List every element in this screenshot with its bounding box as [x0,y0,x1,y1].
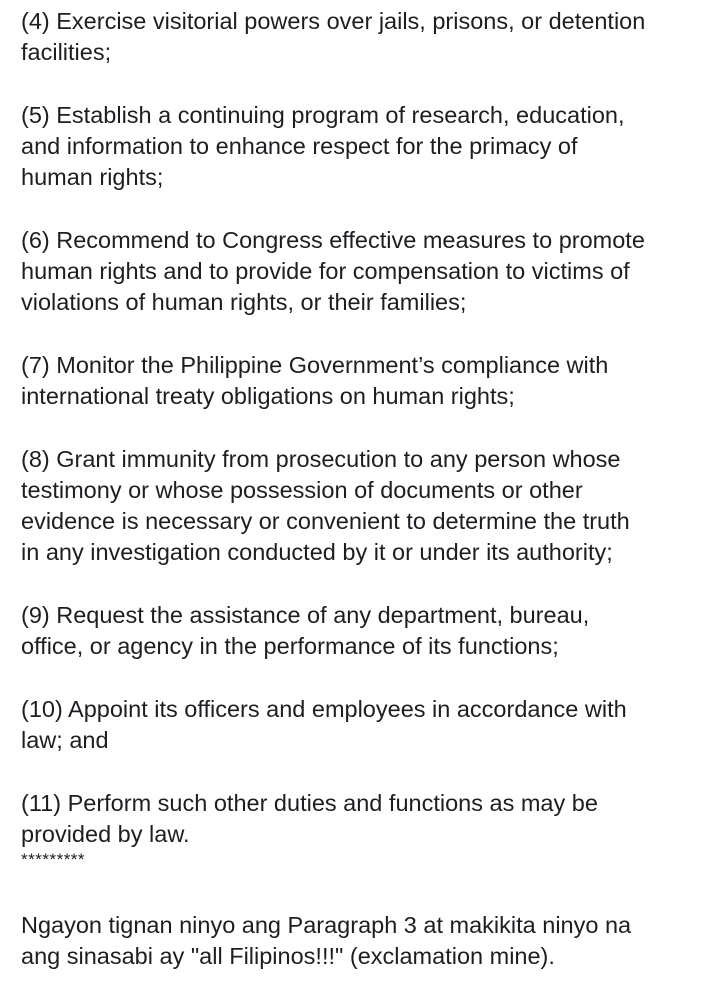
text-line: and information to enhance respect for the primacy of [21,133,578,159]
text-line: law; and [21,727,109,753]
item-5-paragraph [21,100,711,193]
asterisk-separator: ********* [21,850,86,869]
text-line: (5) Establish a continuing program of research, education, [21,102,625,128]
text-line: violations of human rights, or their families; [21,289,467,315]
item-9-paragraph [21,600,711,662]
text-line: (10) Appoint its officers and employees in accordance with [21,696,627,722]
text-line: human rights; [21,164,164,190]
text-line: (4) Exercise visitorial powers over jails, prisons, or detention [21,8,646,34]
text-line: (9) Request the assistance of any department, bureau, [21,602,590,628]
text-line: in any investigation conducted by it or under its authority; [21,539,613,565]
text-line: testimony or whose possession of documents or other [21,477,583,503]
item-6-paragraph [21,225,711,318]
text-line: Ngayon tignan ninyo ang Paragraph 3 at makikita ninyo na [21,912,632,938]
item-11-paragraph [21,788,711,868]
text-line: (6) Recommend to Congress effective measures to promote [21,227,645,253]
item-7-paragraph [21,350,711,412]
item-8-paragraph [21,444,711,568]
text-line: office, or agency in the performance of its functions; [21,633,559,659]
commentary-paragraph [21,910,711,972]
document-body [21,6,711,1004]
text-line: human rights and to provide for compensation to victims of [21,258,630,284]
item-4-paragraph [21,6,711,68]
text-line: (8) Grant immunity from prosecution to any person whose [21,446,621,472]
text-line: ang sinasabi ay "all Filipinos!!!" (exclamation mine). [21,943,555,969]
text-line: international treaty obligations on human rights; [21,383,515,409]
text-line: provided by law. [21,821,190,847]
text-line: (7) Monitor the Philippine Government’s compliance with [21,352,609,378]
item-10-paragraph [21,694,711,756]
text-line: facilities; [21,39,112,65]
text-line: (11) Perform such other duties and functions as may be [21,790,598,816]
text-line: evidence is necessary or convenient to determine the truth [21,508,630,534]
